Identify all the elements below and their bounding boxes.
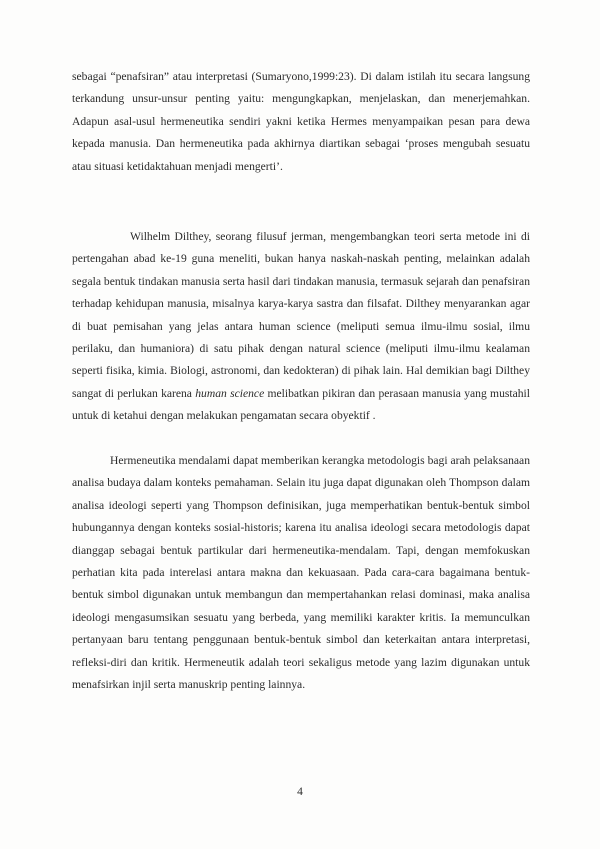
paragraph-2-italic-term: human science (195, 386, 265, 400)
paragraph-2 (72, 226, 530, 428)
paragraph-2-text-start: Wilhelm Dilthey, seorang filusuf jerman, mengembangkan teori serta metode ini di pertengahan abad ke-19 guna meneliti, bukan hanya naskah-naskah penting, melainkan adalah segala bentuk tindakan manusia serta hasil dari tindakan manusia, termasuk sejarah dan penafsiran terhadap kehidupan manusia, misalnya karya-karya sastra dan filsafat. Dilthey menyarankan agar di buat pemisahan yang jelas antara human science (meliputi semua ilmu-ilmu sosial, ilmu perilaku, dan humaniora) di satu pihak dengan natural science (meliputi ilmu-ilmu kealaman seperti fisika, kimia. Biologi, astronomi, dan kedokteran) di pihak lain. Hal demikian bagi Dilthey sangat di perlukan karena (72, 230, 530, 400)
paragraph-3: Hermeneutika mendalami dapat memberikan kerangka metodologis bagi arah pelaksanaan analisa budaya dalam konteks pemahaman. Selain itu juga dapat digunakan oleh Thompson dalam analisa ideologi seperti yang Thompson definisikan, juga memperhatikan bentuk-bentuk simbol hubungannya dengan konteks sosial-historis; karena itu analisa ideologi secara metodologis dapat dianggap sebagai bentuk partikular dari hermeneutika-mendalam. Tapi, dengan memfokuskan perhatian kita pada interelasi antara makna dan kekuasaan. Pada cara-cara bagaimana bentuk-bentuk simbol digunakan untuk membangun dan mempertahankan relasi dominasi, maka analisa ideologi mengasumsikan sesuatu yang berbeda, yang memiliki karakter kritis. Ia memunculkan pertanyaan baru tentang penggunaan bentuk-bentuk simbol dan keterkaitan antara interpretasi, refleksi-diri dan kritik. Hermeneutik adalah teori sekaligus metode yang lazim digunakan untuk menafsirkan injil serta manuskrip penting lainnya. (72, 454, 530, 692)
paragraph-2-text-end: melibatkan pikiran dan perasaan manusia yang mustahil untuk di ketahui dengan melakukan pengamatan secara obyektif . (72, 386, 530, 423)
paragraph-1: sebagai “penafsiran” atau interpretasi (Sumaryono,1999:23). Di dalam istilah itu secara langsung terkandung unsur-unsur penting yaitu: mengungkapkan, menjelaskan, dan menerjemahkan. Adapun asal-usul hermeneutika sendiri yakni ketika Hermes menyampaikan pesan para dewa kepada manusia. Dan hermeneutika pada akhirnya diartikan sebagai ‘proses mengubah sesuatu atau situasi ketidaktahuan menjadi mengerti’. (72, 70, 530, 173)
page-number: 4 (297, 786, 303, 798)
